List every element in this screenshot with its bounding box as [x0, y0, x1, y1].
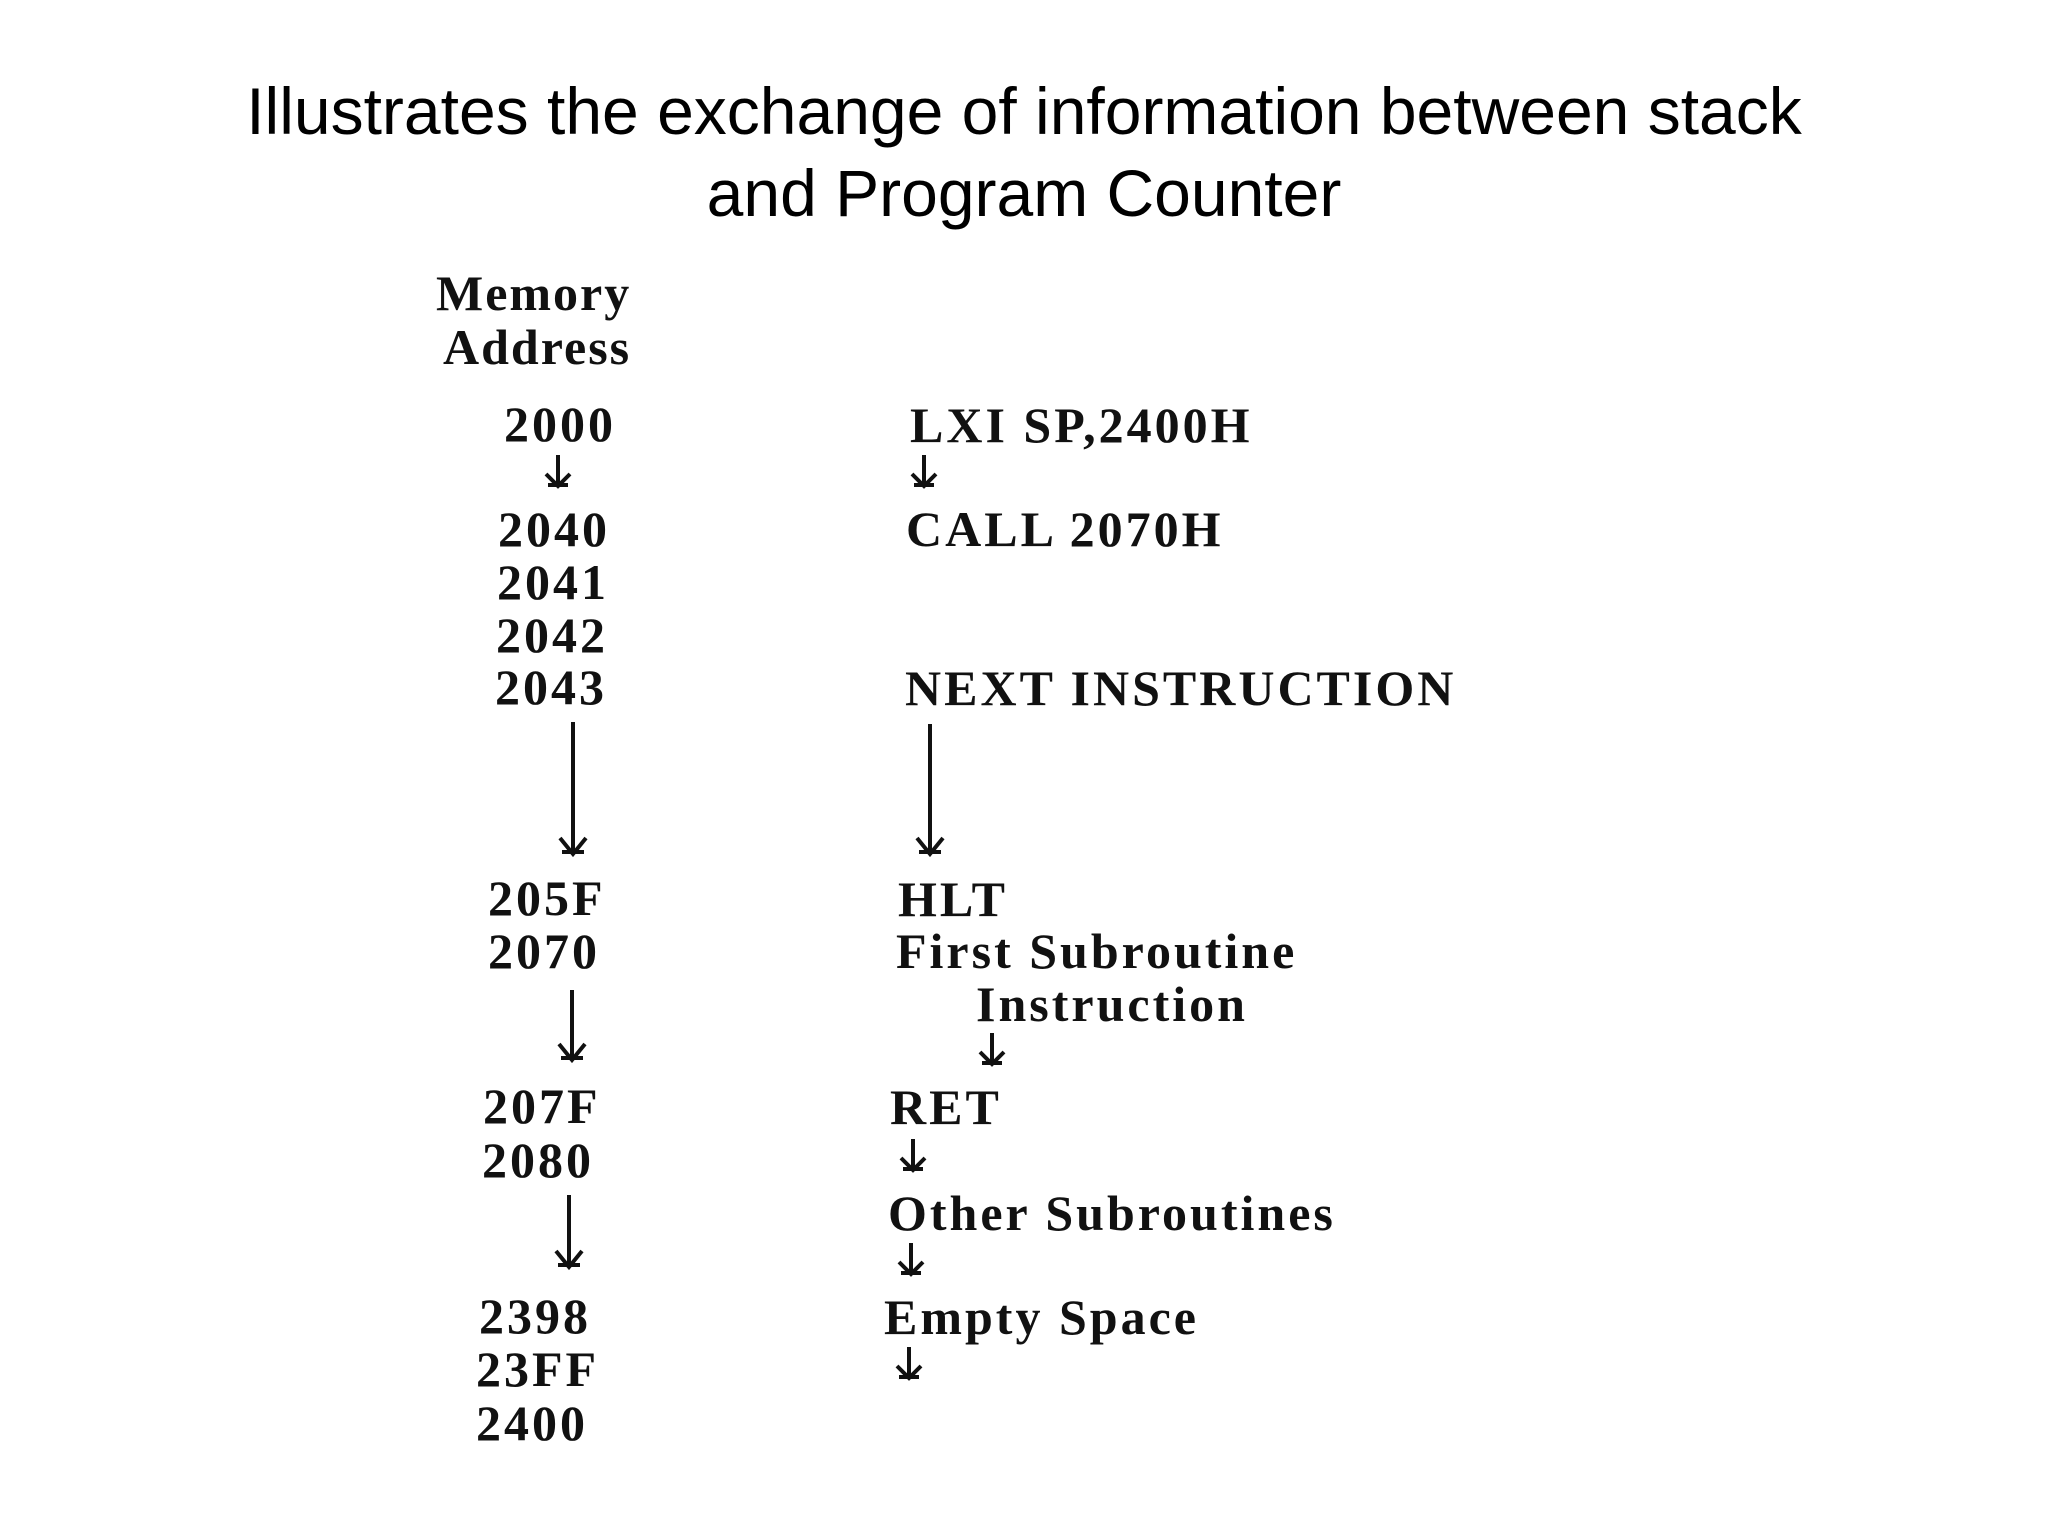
long-down-arrow-icon: [553, 720, 593, 858]
instruction-other-subroutines: Other Subroutines: [888, 1185, 1336, 1241]
instruction-first-subroutine: First Subroutine: [896, 923, 1298, 979]
address-2043: 2043: [495, 659, 607, 715]
short-down-arrow-icon: [904, 452, 944, 490]
address-2042: 2042: [496, 607, 608, 663]
address-205F: 205F: [488, 870, 606, 926]
instruction-first-subroutine-cont: Instruction: [976, 976, 1248, 1032]
address-2040: 2040: [498, 501, 610, 557]
address-2400: 2400: [476, 1395, 588, 1451]
address-2398: 2398: [479, 1288, 591, 1344]
short-down-arrow-icon: [538, 452, 578, 490]
title-line-2: and Program Counter: [706, 156, 1342, 230]
memory-heading: Memory: [436, 265, 632, 321]
long-down-arrow-icon: [552, 988, 592, 1064]
address-2070: 2070: [488, 923, 600, 979]
long-down-arrow-icon: [549, 1193, 589, 1271]
address-23FF: 23FF: [476, 1341, 600, 1397]
title-line-1: Illustrates the exchange of information between stack: [246, 74, 1802, 148]
long-down-arrow-icon: [910, 722, 950, 858]
address-207F: 207F: [483, 1078, 601, 1134]
short-down-arrow-icon: [893, 1136, 933, 1174]
instruction-next: NEXT INSTRUCTION: [905, 660, 1457, 716]
instruction-ret: RET: [890, 1079, 1002, 1135]
address-2041: 2041: [497, 554, 609, 610]
instruction-lxi: LXI SP,2400H: [910, 397, 1253, 453]
instruction-empty-space: Empty Space: [884, 1289, 1199, 1345]
short-down-arrow-icon: [972, 1030, 1012, 1068]
diagram-title: [0, 70, 2048, 234]
instruction-hlt: HLT: [898, 871, 1009, 927]
address-2000: 2000: [504, 396, 616, 452]
address-heading: Address: [443, 319, 632, 375]
short-down-arrow-icon: [891, 1240, 931, 1278]
short-down-arrow-icon: [889, 1344, 929, 1382]
instruction-call: CALL 2070H: [906, 501, 1224, 557]
address-2080: 2080: [482, 1132, 594, 1188]
